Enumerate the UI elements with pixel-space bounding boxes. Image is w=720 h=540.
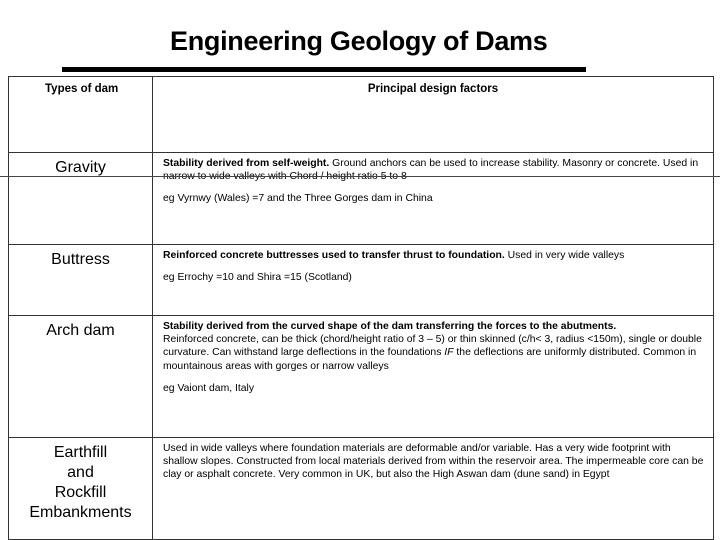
table-row [9,153,714,245]
table-row [9,438,714,540]
body-text: Used in wide valleys where foundation materials are deformable and/or variable. Has a very wide footprint with shallow slopes. Constructed from local materials derived from within the reservoir area. The impermeable core can be clay or asphalt concrete. Very common in UK, but also the High Aswan dam (dune sand) in Egypt [163,443,704,481]
table-header-row [9,77,714,153]
type-line: Embankments [29,504,132,521]
table-row [9,245,714,316]
dam-type-gravity: Gravity [9,153,153,245]
body-text: Used in very wide valleys [507,250,625,261]
design-factors-embankment [153,438,714,540]
design-factors-buttress [153,245,714,316]
lead-text: Stability derived from the curved shape of the dam transferring the forces to the abutments. [163,321,617,332]
lead-text: Stability derived from self-weight. [163,158,330,169]
header-design-factors: Principal design factors [153,77,714,153]
dam-type-arch: Arch dam [9,316,153,438]
emphasis-text: IF [444,347,454,359]
design-factors-gravity [153,153,714,245]
dam-type-buttress: Buttress [9,245,153,316]
lead-text: Reinforced concrete buttresses used to transfer thrust to foundation. [163,250,505,261]
dam-type-embankment [9,438,153,540]
body-text: Ground anchors can be used to increase stability. Masonry or concrete. Used in [332,158,699,169]
type-line: and [67,464,94,481]
page-title: Engineering Geology of Dams [170,26,548,56]
design-factors-arch [153,316,714,438]
example-text: eg Vyrnwy (Wales) =7 and the Three Gorges dam in China [163,193,433,205]
header-types-of-dam: Types of dam [9,77,153,153]
body-text: Reinforced concrete, can be thick (chord/height ratio of 3 – 5) or thin skinned (c/h< 3, radius <150m), single or double curvature. Can withstand large deflections in the foundations [163,334,702,359]
example-text: eg Vaiont dam, Italy [163,382,255,394]
horizontal-rule [0,176,720,177]
type-line: Earthfill [53,444,108,461]
body-text-cont: the deflections are uniformly distributed. Common in mountainous areas with gorges or narrow valleys [163,347,697,372]
example-text: eg Errochy =10 and Shira =15 (Scotland) [163,272,352,284]
type-line: Rockfill [54,484,107,501]
table-row [9,316,714,438]
dam-types-table [8,76,714,540]
title-underline [62,67,586,72]
